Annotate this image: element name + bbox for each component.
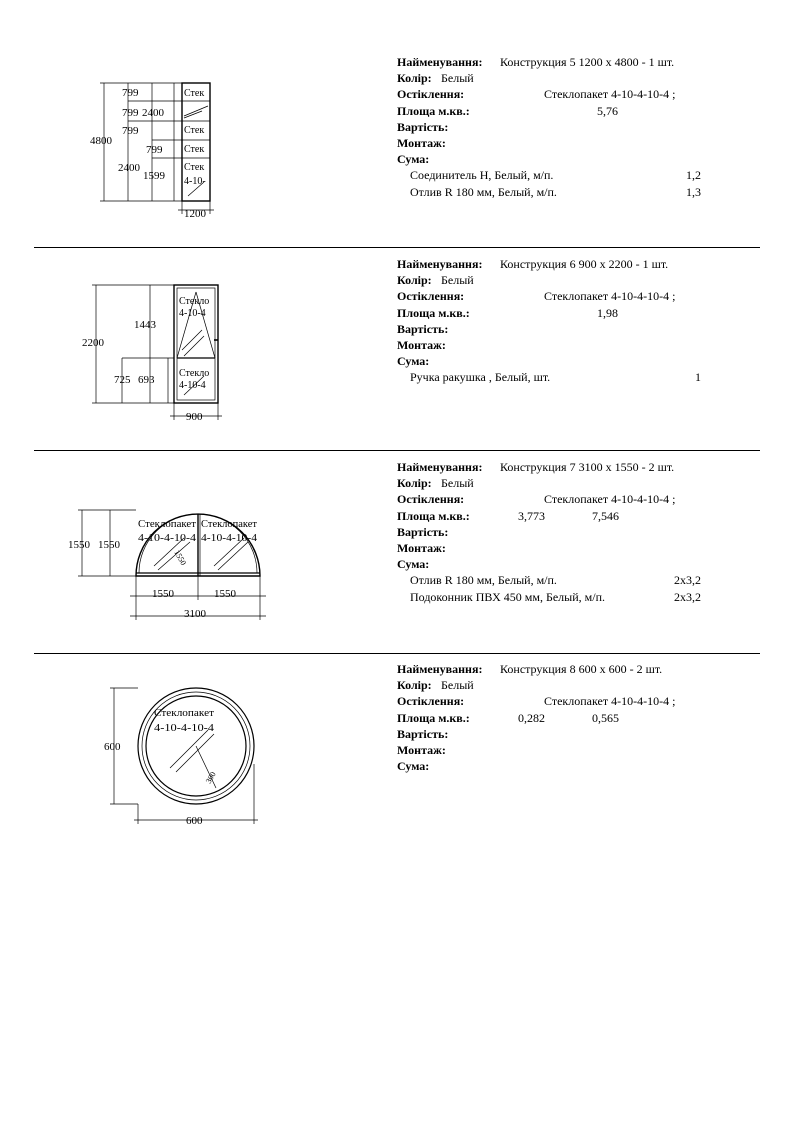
dim-1599: 1599 xyxy=(143,170,165,182)
color-row: Колір: Белый xyxy=(397,273,474,288)
dim-1550-w2: 1550 xyxy=(214,588,236,600)
name-row: Найменування: Конструкция 6 900 х 2200 - 1 шт. xyxy=(397,257,669,271)
list-item: Соединитель Н, Белый, м/п. 1,2 xyxy=(410,168,701,183)
dim-3100: 3100 xyxy=(184,608,206,620)
list-item: Отлив R 180 мм, Белый, м/п. 2x3,2 xyxy=(410,573,701,588)
radius-label: 1550 xyxy=(172,548,189,567)
glass-label-4: Стек xyxy=(184,144,205,155)
dim-693: 693 xyxy=(138,374,155,386)
construction-area: 1,98 xyxy=(597,305,618,320)
dim-4800: 4800 xyxy=(90,135,112,147)
name-row: Найменування: Конструкция 8 600 х 600 - 2 шт. xyxy=(397,662,663,676)
glazing-row: Остіклення: Стеклопакет 4-10-4-10-4 ; xyxy=(397,694,676,709)
glass-left-label: Стеклопакет xyxy=(138,519,197,530)
install-row: Монтаж: xyxy=(397,337,446,352)
dim-2200: 2200 xyxy=(82,337,104,349)
dim-600-width: 600 xyxy=(186,815,203,827)
section-divider xyxy=(34,450,760,451)
construction-5-drawing xyxy=(80,78,240,228)
dim-1200: 1200 xyxy=(184,208,206,220)
construction-5-info xyxy=(397,54,717,200)
construction-color: Белый xyxy=(441,71,474,86)
glass-top-label: Стекло xyxy=(179,296,210,307)
dim-799-a: 799 xyxy=(122,87,139,99)
glass-label-5b: 4-10- xyxy=(184,176,206,187)
install-row: Монтаж: xyxy=(397,742,446,757)
cost-row: Вартість: xyxy=(397,524,449,539)
construction-8-drawing xyxy=(100,684,270,829)
dim-799-d: 799 xyxy=(146,144,163,156)
color-row: Колір: Белый xyxy=(397,476,474,491)
glass-left-label-b: 4-10-4-10-4 xyxy=(138,533,196,544)
construction-6-info xyxy=(397,256,717,386)
glass-right-label: Стеклопакет xyxy=(201,519,258,530)
area-row: Площа м.кв.: 0,282 0,565 xyxy=(397,710,619,725)
glazing-row: Остіклення: Стеклопакет 4-10-4-10-4 ; xyxy=(397,492,676,507)
dim-725: 725 xyxy=(114,374,131,386)
glazing-row: Остіклення: Стеклопакет 4-10-4-10-4 ; xyxy=(397,289,676,304)
construction-name: Конструкция 7 3100 х 1550 - 2 шт. xyxy=(500,460,675,474)
construction-area-2: 0,565 xyxy=(592,710,619,725)
dim-1550-h1: 1550 xyxy=(68,539,90,551)
glass-top-label-b: 4-10-4 xyxy=(179,308,206,319)
dim-1443: 1443 xyxy=(134,319,156,331)
list-item: Отлив R 180 мм, Белый, м/п. 1,3 xyxy=(410,184,701,199)
dim-799-b: 799 xyxy=(122,107,139,119)
sum-row: Сума: xyxy=(397,152,430,167)
glass-bottom-label-b: 4-10-4 xyxy=(179,380,206,391)
construction-area-1: 3,773 xyxy=(518,508,545,523)
construction-name: Конструкция 5 1200 х 4800 - 1 шт. xyxy=(500,55,675,69)
arch-window-sketch xyxy=(66,500,276,625)
construction-name: Конструкция 8 600 х 600 - 2 шт. xyxy=(500,662,663,676)
dim-600-height: 600 xyxy=(104,741,121,753)
construction-6-drawing xyxy=(78,280,238,425)
glass-label-5: Стек xyxy=(184,162,205,173)
construction-area: 5,76 xyxy=(597,103,618,118)
cost-row: Вартість: xyxy=(397,726,449,741)
section-divider xyxy=(34,653,760,654)
list-item: Ручка ракушка , Белый, шт. 1 xyxy=(410,370,701,385)
area-row: Площа м.кв.: 5,76 xyxy=(397,103,618,118)
construction-8-info xyxy=(397,661,717,774)
dim-799-c: 799 xyxy=(122,125,139,137)
install-row: Монтаж: xyxy=(397,135,446,150)
glass-label-b: 4-10-4-10-4 xyxy=(154,723,214,734)
dim-2400-b: 2400 xyxy=(118,162,140,174)
dim-1550-h2: 1550 xyxy=(98,539,120,551)
sum-row: Сума: xyxy=(397,759,430,774)
name-row: Найменування: Конструкция 7 3100 х 1550 - 2 шт. xyxy=(397,460,675,474)
glass-right-label-b: 4-10-4-10-4 xyxy=(201,533,257,544)
door-sketch xyxy=(78,280,238,425)
glass-label-3: Стек xyxy=(184,125,205,136)
dim-1550-w1: 1550 xyxy=(152,588,174,600)
cost-row: Вартість: xyxy=(397,321,449,336)
window-sketch xyxy=(80,78,240,228)
glass-bottom-label: Стекло xyxy=(179,368,210,379)
construction-glazing: Стеклопакет 4-10-4-10-4 ; xyxy=(544,694,676,709)
cost-row: Вартість: xyxy=(397,119,449,134)
construction-color: Белый xyxy=(441,678,474,693)
color-row: Колір: Белый xyxy=(397,678,474,693)
construction-7-info xyxy=(397,459,717,605)
glazing-row: Остіклення: Стеклопакет 4-10-4-10-4 ; xyxy=(397,87,676,102)
dim-900: 900 xyxy=(186,411,203,423)
color-row: Колір: Белый xyxy=(397,71,474,86)
construction-glazing: Стеклопакет 4-10-4-10-4 ; xyxy=(544,492,676,507)
section-divider xyxy=(34,247,760,248)
construction-color: Белый xyxy=(441,476,474,491)
area-row: Площа м.кв.: 3,773 7,546 xyxy=(397,508,619,523)
sum-row: Сума: xyxy=(397,557,430,572)
construction-glazing: Стеклопакет 4-10-4-10-4 ; xyxy=(544,87,676,102)
construction-glazing: Стеклопакет 4-10-4-10-4 ; xyxy=(544,289,676,304)
construction-area-1: 0,282 xyxy=(518,710,545,725)
name-row: Найменування: Конструкция 5 1200 х 4800 - 1 шт. xyxy=(397,55,675,69)
construction-7-drawing xyxy=(66,500,276,625)
sum-row: Сума: xyxy=(397,354,430,369)
construction-name: Конструкция 6 900 х 2200 - 1 шт. xyxy=(500,257,669,271)
install-row: Монтаж: xyxy=(397,540,446,555)
round-window-sketch xyxy=(100,684,270,829)
list-item: Подоконник ПВХ 450 мм, Белый, м/п. 2x3,2 xyxy=(410,589,701,604)
construction-color: Белый xyxy=(441,273,474,288)
radius-label: 300 xyxy=(203,770,218,785)
glass-label: Стеклопакет xyxy=(154,708,215,719)
glass-label-1: Стек xyxy=(184,88,205,99)
construction-area-2: 7,546 xyxy=(592,508,619,523)
dim-2400-a: 2400 xyxy=(142,107,164,119)
area-row: Площа м.кв.: 1,98 xyxy=(397,305,618,320)
